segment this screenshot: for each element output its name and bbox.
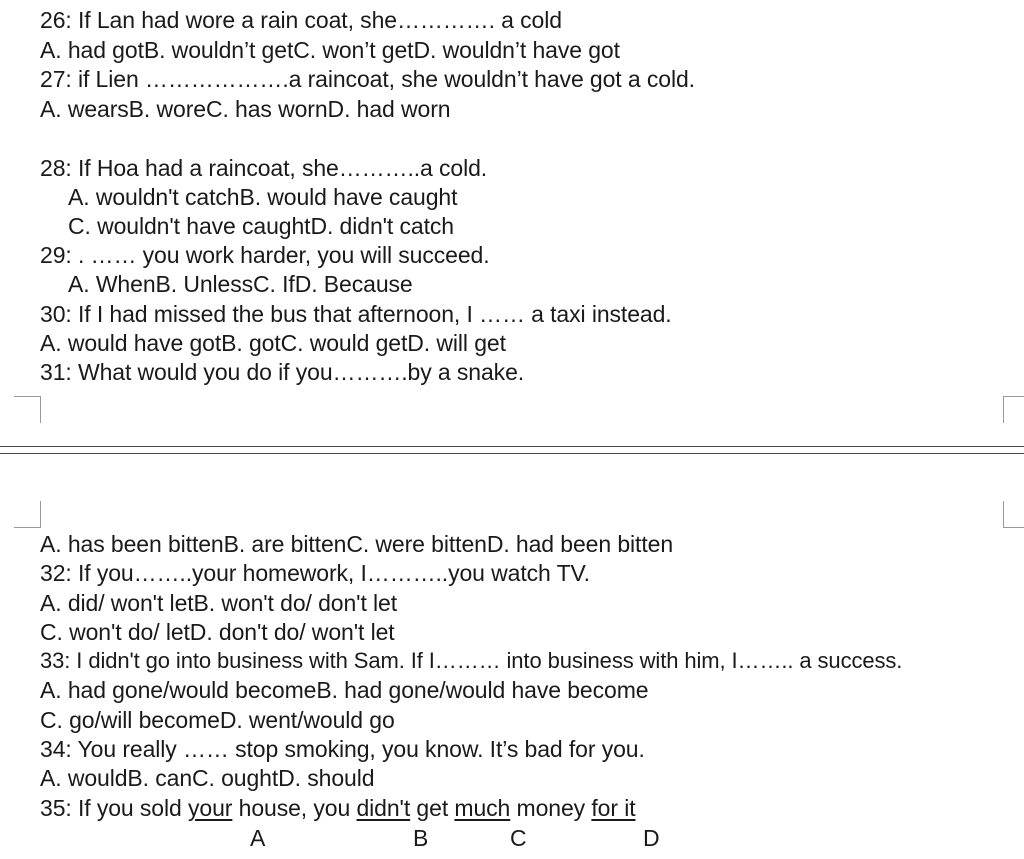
- q35-question: [40, 794, 636, 822]
- q30-question: 30: If I had missed the bus that afternoon, I …… a taxi instead.: [40, 301, 672, 327]
- q32-question: 32: If you……..your homework, I………..you watch TV.: [40, 560, 590, 586]
- q32-options-row1: A. did/ won't letB. won't do/ don't let: [40, 590, 398, 616]
- q30-options: A. would have gotB. gotC. would getD. will get: [40, 330, 506, 356]
- page-corner-mark: [1003, 396, 1024, 423]
- q26-options: A. had gotB. wouldn’t getC. won’t getD. wouldn’t have got: [40, 37, 620, 63]
- q35-underlined-a: your: [188, 795, 233, 821]
- q28-options-row1: A. wouldn't catchB. would have caught: [68, 184, 458, 210]
- q35-text: money: [510, 795, 592, 821]
- q34-question: 34: You really …… stop smoking, you know. It’s bad for you.: [40, 736, 645, 762]
- q32-options-row2: C. won't do/ letD. don't do/ won't let: [40, 619, 395, 645]
- q27-options: A. wearsB. woreC. has wornD. had worn: [40, 96, 451, 122]
- q34-options: A. wouldB. canC. oughtD. should: [40, 765, 375, 791]
- q29-options: A. WhenB. UnlessC. IfD. Because: [68, 271, 413, 297]
- q35-letter-a: A: [250, 825, 266, 851]
- q33-options-row2: C. go/will becomeD. went/would go: [40, 707, 395, 733]
- page-corner-mark: [14, 396, 41, 423]
- q35-text: get: [410, 795, 455, 821]
- page-break: [0, 446, 1024, 454]
- page-corner-mark: [1003, 501, 1024, 528]
- q35-underlined-c: much: [454, 795, 511, 821]
- q35-letter-b: B: [413, 825, 429, 851]
- q27-question: 27: if Lien ……………….a raincoat, she wouldn’t have got a cold.: [40, 66, 695, 92]
- q35-underlined-d: for it: [591, 795, 636, 821]
- page-corner-mark: [14, 501, 41, 528]
- q35-letter-d: D: [643, 825, 660, 851]
- q29-question: 29: . …… you work harder, you will succeed.: [40, 242, 490, 268]
- q26-question: 26: If Lan had wore a rain coat, she…………. a cold: [40, 7, 562, 33]
- q31-question: 31: What would you do if you……….by a snake.: [40, 359, 525, 385]
- q28-question: 28: If Hoa had a raincoat, she………..a cold.: [40, 155, 488, 181]
- q33-question: 33: I didn't go into business with Sam. If I……… into business with him, I…….. a success.: [40, 648, 903, 673]
- q31-options: A. has been bittenB. are bittenC. were bittenD. had been bitten: [40, 531, 674, 557]
- q35-letter-c: C: [510, 825, 527, 851]
- q35-underlined-b: didn't: [356, 795, 411, 821]
- q35-text: house, you: [232, 795, 357, 821]
- q28-options-row2: C. wouldn't have caughtD. didn't catch: [68, 213, 454, 239]
- q35-text: 35: If you sold: [40, 795, 188, 821]
- q33-options-row1: A. had gone/would becomeB. had gone/would have become: [40, 677, 649, 703]
